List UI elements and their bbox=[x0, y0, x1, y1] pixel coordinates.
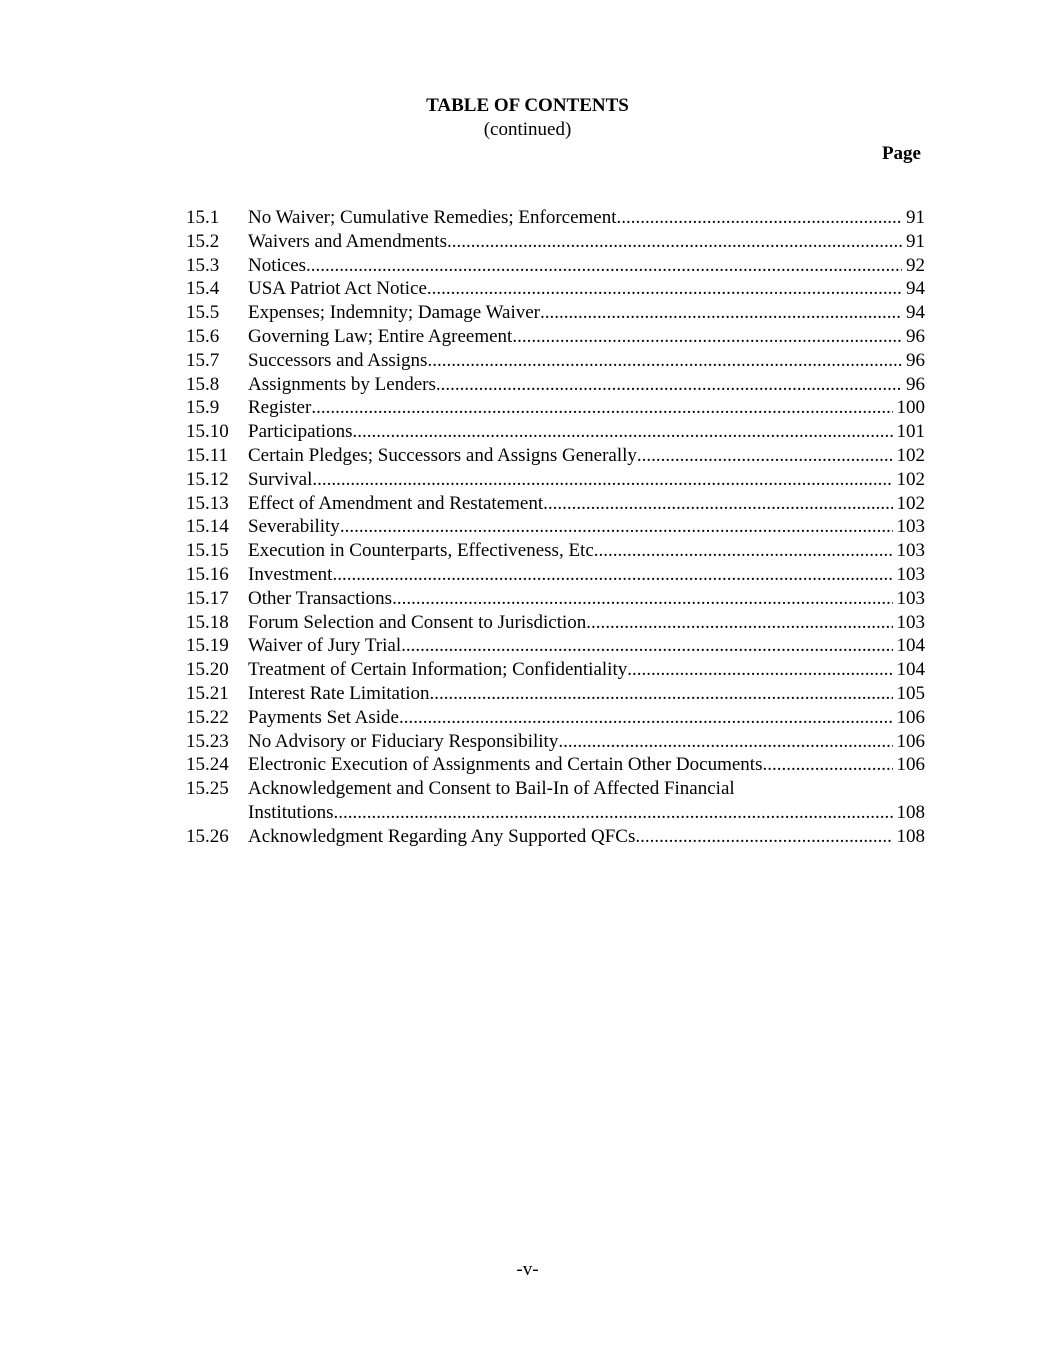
toc-entry-15-1[interactable] bbox=[186, 206, 925, 230]
toc-entry-number: 15.5 bbox=[186, 302, 220, 324]
toc-entry-15-11[interactable] bbox=[186, 444, 925, 468]
toc-entry-number: 15.25 bbox=[186, 778, 229, 800]
toc-entry-15-25[interactable] bbox=[186, 777, 925, 801]
toc-entry-title: Register bbox=[248, 397, 312, 419]
dot-leader bbox=[512, 325, 902, 349]
toc-entry-number: 15.8 bbox=[186, 373, 220, 395]
toc-entry-title: Notices. bbox=[248, 254, 311, 276]
toc-entry-15-3[interactable] bbox=[186, 254, 925, 278]
toc-entry-title: Waiver of Jury Trial bbox=[248, 635, 402, 657]
toc-entry-15-22[interactable] bbox=[186, 706, 925, 730]
toc-entry-number: 15.24 bbox=[186, 754, 229, 776]
toc-entry-page: 102 bbox=[896, 492, 925, 514]
toc-entry-15-17[interactable] bbox=[186, 587, 925, 611]
toc-entry-title: Treatment of Certain Information; Confidentiality bbox=[248, 659, 628, 681]
dot-leader bbox=[452, 230, 902, 254]
toc-entry-page: 94 bbox=[906, 278, 925, 300]
dot-leader bbox=[312, 468, 892, 492]
toc-entry-number: 15.7 bbox=[186, 349, 220, 371]
toc-entry-page: 104 bbox=[896, 635, 925, 657]
toc-subheading: (continued) bbox=[483, 119, 572, 140]
toc-entry-page: 105 bbox=[896, 682, 925, 704]
toc-entry-15-21[interactable] bbox=[186, 682, 925, 706]
toc-entry-title: Waivers and Amendments. bbox=[248, 230, 452, 252]
toc-entry-number: 15.2 bbox=[186, 230, 220, 252]
toc-entry-15-25-continued[interactable] bbox=[186, 801, 925, 825]
toc-entry-title: Governing Law; Entire Agreement bbox=[248, 325, 513, 347]
page-column-label: Page bbox=[881, 143, 921, 164]
toc-entry-title: Expenses; Indemnity; Damage Waiver bbox=[248, 302, 541, 324]
toc-entry-page: 92 bbox=[906, 254, 925, 276]
dot-leader bbox=[594, 539, 893, 563]
toc-entry-number: 15.4 bbox=[186, 278, 220, 300]
toc-entry-page: 96 bbox=[906, 325, 925, 347]
toc-entry-page: 102 bbox=[896, 468, 925, 490]
toc-list bbox=[186, 206, 925, 849]
dot-leader bbox=[392, 587, 892, 611]
toc-entry-15-24[interactable] bbox=[186, 753, 925, 777]
toc-entry-15-9[interactable] bbox=[186, 396, 925, 420]
dot-leader bbox=[338, 801, 892, 825]
dot-leader bbox=[540, 301, 902, 325]
toc-entry-15-26[interactable] bbox=[186, 825, 925, 849]
toc-entry-number: 15.22 bbox=[186, 706, 229, 728]
toc-entry-15-23[interactable] bbox=[186, 730, 925, 754]
toc-entry-page: 100 bbox=[896, 397, 925, 419]
toc-heading: TABLE OF CONTENTS bbox=[426, 95, 629, 116]
toc-entry-number: 15.12 bbox=[186, 468, 229, 490]
toc-entry-15-7[interactable] bbox=[186, 349, 925, 373]
toc-entry-number: 15.19 bbox=[186, 635, 229, 657]
toc-entry-title: Successors and Assigns bbox=[248, 349, 428, 371]
toc-entry-title: Other Transactions bbox=[248, 587, 393, 609]
dot-leader bbox=[627, 658, 892, 682]
toc-entry-title: Participations bbox=[248, 421, 353, 443]
toc-entry-title: Interest Rate Limitation bbox=[248, 682, 430, 704]
dot-leader bbox=[586, 611, 892, 635]
toc-entry-title: Institutions. bbox=[248, 801, 339, 823]
toc-entry-title: Execution in Counterparts, Effectiveness, Etc bbox=[248, 540, 594, 562]
toc-entry-number: 15.3 bbox=[186, 254, 220, 276]
toc-entry-title: Severability bbox=[248, 516, 340, 538]
toc-entry-page: 91 bbox=[906, 207, 925, 228]
toc-entry-page: 91 bbox=[906, 230, 925, 252]
toc-entry-number: 15.11 bbox=[186, 444, 229, 466]
toc-entry-page: 103 bbox=[896, 563, 925, 585]
toc-entry-15-6[interactable] bbox=[186, 325, 925, 349]
toc-entry-number: 15.14 bbox=[186, 516, 229, 538]
toc-entry-15-15[interactable] bbox=[186, 539, 925, 563]
toc-entry-15-5[interactable] bbox=[186, 301, 925, 325]
toc-entry-15-14[interactable] bbox=[186, 515, 925, 539]
toc-entry-number: 15.1 bbox=[186, 207, 220, 228]
toc-entry-title: Payments Set Aside bbox=[248, 706, 399, 728]
toc-entry-page: 96 bbox=[906, 373, 925, 395]
toc-entry-number: 15.9 bbox=[186, 397, 220, 419]
toc-entry-page: 108 bbox=[896, 801, 925, 823]
toc-entry-page: 94 bbox=[906, 302, 925, 324]
dot-leader bbox=[427, 349, 902, 373]
toc-entry-number: 15.6 bbox=[186, 325, 220, 347]
toc-entry-page: 104 bbox=[896, 659, 925, 681]
toc-entry-number: 15.20 bbox=[186, 659, 229, 681]
dot-leader bbox=[635, 825, 892, 849]
dot-leader bbox=[332, 563, 892, 587]
toc-entry-page: 106 bbox=[896, 754, 925, 776]
toc-entry-15-10[interactable] bbox=[186, 420, 925, 444]
page-number: -v- bbox=[516, 1259, 539, 1280]
toc-entry-15-2[interactable] bbox=[186, 230, 925, 254]
toc-entry-page: 101 bbox=[896, 421, 925, 443]
dot-leader bbox=[401, 634, 892, 658]
toc-entry-15-20[interactable] bbox=[186, 658, 925, 682]
dot-leader bbox=[558, 730, 892, 754]
toc-entry-title: Effect of Amendment and Restatement. bbox=[248, 492, 548, 514]
dot-leader bbox=[430, 682, 893, 706]
toc-entry-title: Acknowledgment Regarding Any Supported QFCs bbox=[248, 825, 636, 847]
toc-entry-title: Assignments by Lenders. bbox=[248, 373, 441, 395]
dot-leader bbox=[352, 420, 892, 444]
toc-entry-page: 106 bbox=[896, 730, 925, 752]
toc-entry-title: Survival bbox=[248, 468, 313, 490]
toc-entry-page: 102 bbox=[896, 444, 925, 466]
toc-entry-title: Forum Selection and Consent to Jurisdiction bbox=[248, 611, 587, 633]
toc-entry-page: 103 bbox=[896, 516, 925, 538]
toc-entry-number: 15.18 bbox=[186, 611, 229, 633]
toc-entry-title: No Advisory or Fiduciary Responsibility bbox=[248, 730, 559, 752]
toc-entry-15-4[interactable] bbox=[186, 277, 925, 301]
toc-entry-title: Certain Pledges; Successors and Assigns Generally bbox=[248, 444, 637, 466]
toc-entry-number: 15.15 bbox=[186, 540, 229, 562]
toc-entry-page: 103 bbox=[896, 611, 925, 633]
toc-entry-number: 15.23 bbox=[186, 730, 229, 752]
toc-entry-title: Electronic Execution of Assignments and Certain Other Documents bbox=[248, 754, 763, 776]
dot-leader bbox=[399, 706, 893, 730]
toc-entry-15-19[interactable] bbox=[186, 634, 925, 658]
toc-entry-number: 15.17 bbox=[186, 587, 229, 609]
toc-entry-number: 15.16 bbox=[186, 563, 229, 585]
toc-entry-page: 103 bbox=[896, 540, 925, 562]
toc-entry-title: USA Patriot Act Notice bbox=[248, 278, 427, 300]
dot-leader bbox=[311, 254, 902, 278]
toc-entry-number: 15.26 bbox=[186, 825, 229, 847]
toc-entry-15-18[interactable] bbox=[186, 611, 925, 635]
dot-leader bbox=[548, 492, 893, 516]
toc-entry-15-8[interactable] bbox=[186, 373, 925, 397]
dot-leader bbox=[311, 396, 892, 420]
toc-entry-page: 96 bbox=[906, 349, 925, 371]
toc-entry-number: 15.21 bbox=[186, 682, 229, 704]
dot-leader bbox=[637, 444, 893, 468]
toc-entry-title: Acknowledgement and Consent to Bail-In of Affected Financial bbox=[248, 778, 735, 800]
toc-entry-page: 103 bbox=[896, 587, 925, 609]
dot-leader bbox=[441, 373, 902, 397]
toc-entry-page: 106 bbox=[896, 706, 925, 728]
dot-leader bbox=[762, 753, 892, 777]
toc-entry-page: 108 bbox=[896, 825, 925, 847]
dot-leader bbox=[617, 206, 902, 230]
toc-entry-15-12[interactable] bbox=[186, 468, 925, 492]
dot-leader bbox=[340, 515, 893, 539]
toc-entry-title: Investment bbox=[248, 563, 333, 585]
toc-entry-title: No Waiver; Cumulative Remedies; Enforcement bbox=[248, 207, 617, 228]
toc-entry-15-13[interactable] bbox=[186, 492, 925, 516]
toc-entry-number: 15.10 bbox=[186, 421, 229, 443]
toc-entry-number: 15.13 bbox=[186, 492, 229, 514]
dot-leader bbox=[427, 277, 902, 301]
toc-entry-15-16[interactable] bbox=[186, 563, 925, 587]
